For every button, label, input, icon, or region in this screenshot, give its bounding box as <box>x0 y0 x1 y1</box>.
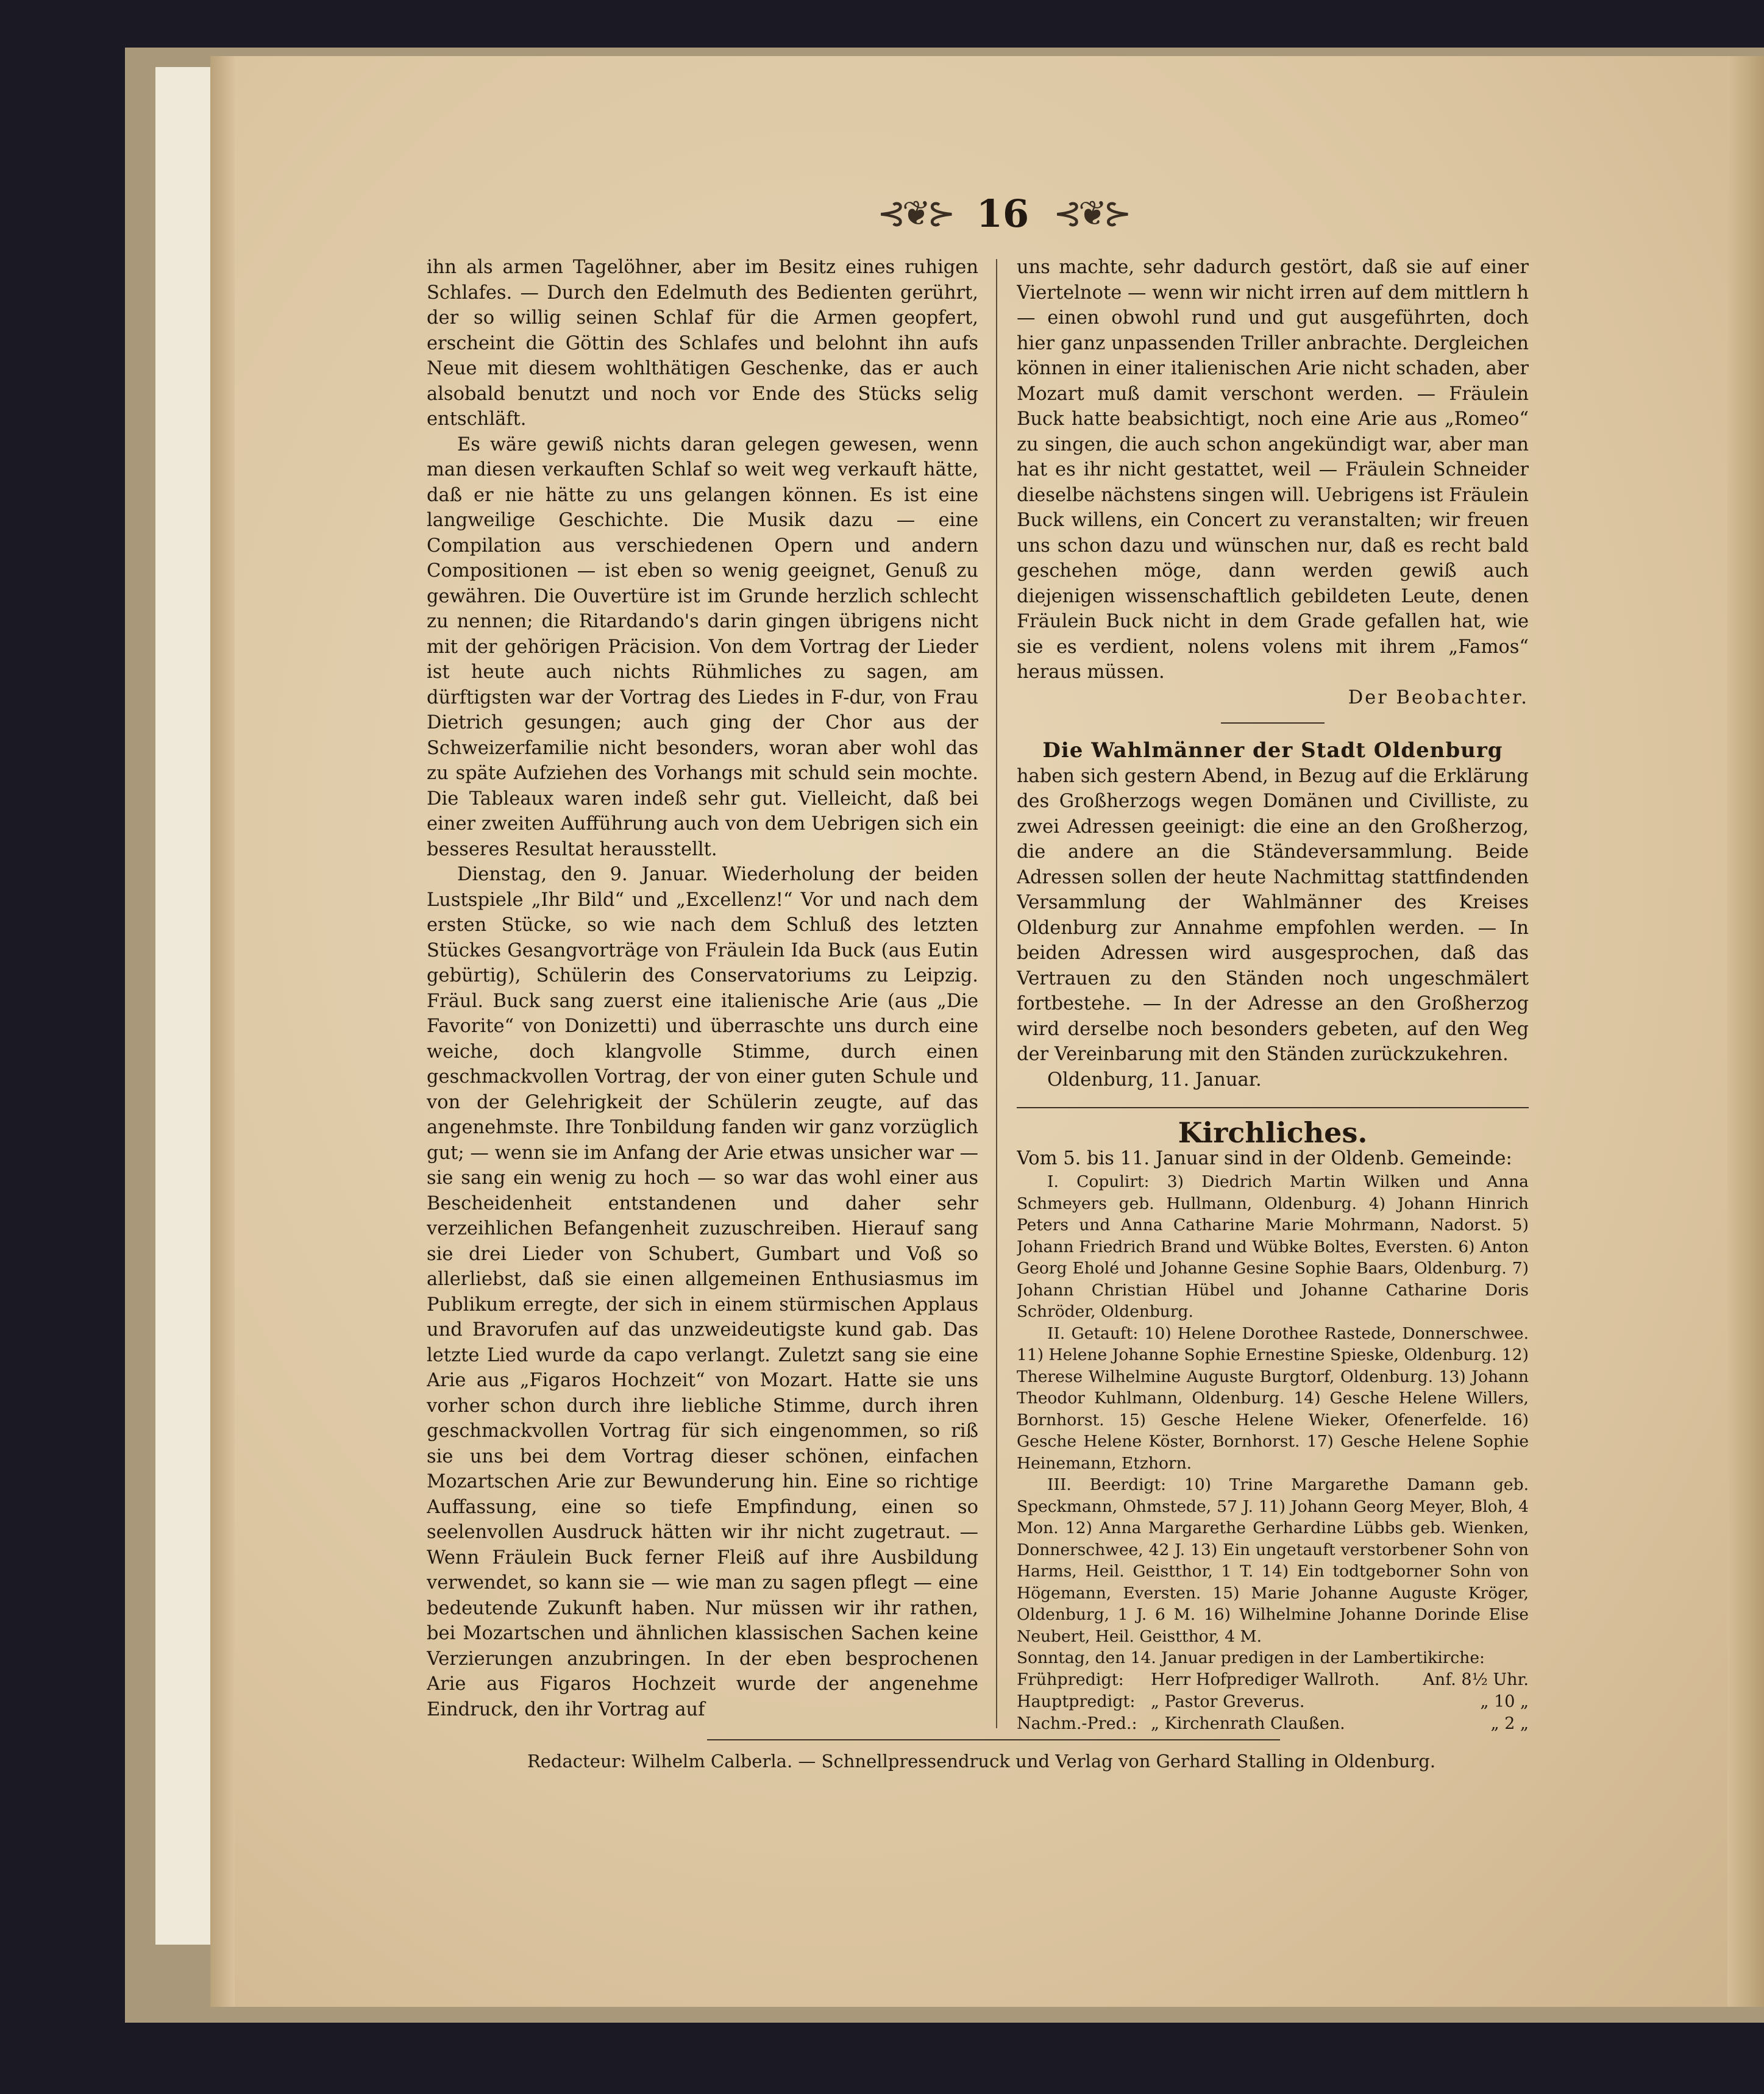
sermon-slot: Hauptpredigt: <box>1017 1692 1136 1711</box>
kirchliches-beerdigt: III. Beerdigt: 10) Trine Margarethe Damann geb. Speckmann, Ohmstede, 57 J. 11) Johann Georg Meyer, Bloh, 4 Mon. 12) Anna Margarethe Gerhardine Lübbs geb. Wienken, Donnerschwee, 42 J. 13) Ein ungetauft verstorbener Sohn von Harms, Heil. Geistthor, 1 T. 14) Ein todtgeborner Sohn von Högemann, Eversten. 15) Marie Johanne Auguste Kröger, Oldenburg, 1 J. 6 M. 16) Wilhelmine Johanne Dorinde Elise Neubert, Heil. Geistthor, 4 M. <box>1017 1475 1529 1646</box>
sermon-row <box>1017 1691 1529 1713</box>
ornament-left-icon: ⊰❦⊱ <box>877 193 952 233</box>
short-divider <box>1221 722 1325 724</box>
left-paragraph-3: Dienstag, den 9. Januar. Wiederholung der beiden Lustspiele „Ihr Bild“ und „Excellenz!“ Vor und nach dem ersten Stücke, so wie nach dem Schluß des letzten Stückes Gesangvorträge von Fräulein Ida Buck (aus Eutin gebürtig), Schülerin des Conservatoriums zu Leipzig. Fräul. Buck sang zuerst eine italienische Arie (aus „Die Favorite“ von Donizetti) und überraschte uns durch eine weiche, doch klangvolle Stimme, durch einen geschmackvollen Vortrag, der von einer guten Schule und von der Gelehrigkeit der Schülerin zeugte, auf das angenehmste. Ihre Tonbildung fanden wir ganz vorzüglich gut; — wenn sie im Anfang der Arie etwas unsicher war — sie sang ein wenig zu hoch — so war das wohl einer aus Bescheidenheit entstandenen und daher sehr verzeihlichen Befangenheit zuzuschreiben. Hierauf sang sie drei Lieder von Schubert, Gumbart und Voß so allerliebst, daß sie einen allgemeinen Enthusiasmus im Publikum erregte, der sich in einem stürmischen Applaus und Bravorufen auf das unzweideutigste kund gab. Das letzte Lied wurde da capo verlangt. Zuletzt sang sie eine Arie aus „Figaros Hochzeit“ von Mozart. Hatte sie uns vorher schon durch ihre liebliche Stimme, durch ihren geschmackvollen Vortrag für sich eingenommen, so riß sie uns bei dem Vortrag dieser schönen, einfachen Mozartschen Arie zur Bewunderung hin. Eine so richtige Auffassung, eine so tiefe Empfindung, einen so seelenvollen Ausdruck hätten wir ihr nicht zugetraut. — Wenn Fräulein Buck ferner Fleiß auf ihre Ausbildung verwendet, so kann sie — wie man zu sagen pflegt — eine bedeutende Zukunft haben. Nur müssen wir ihr rathen, bei Mozartschen und ähnlichen klassischen Sachen keine Verzierungen anzubringen. In der eben besprochenen Arie aus Figaros Hochzeit wurde der angenehme Eindruck, den ihr Vortrag auf <box>427 864 978 1720</box>
review-signature: Der Beobachter. <box>1348 686 1529 708</box>
imprint-footer: Redacteur: Wilhelm Calberla. — Schnellpressendruck und Verlag von Gerhard Stalling in Oldenburg. <box>527 1751 1436 1772</box>
sermon-time: „ 2 „ <box>1490 1714 1529 1733</box>
column-divider <box>996 259 997 1728</box>
page-edge-left <box>210 56 235 2007</box>
kirchliches-getauft: II. Getauft: 10) Helene Dorothee Rastede, Donnerschwee. 11) Helene Johanne Sophie Ernestine Spieske, Oldenburg. 12) Therese Wilhelmine Auguste Burgtorf, Oldenburg. 13) Johann Theodor Kuhlmann, Oldenburg. 14) Gesche Helene Willers, Bornhorst. 15) Gesche Helene Wieker, Ofenerfelde. 16) Gesche Helene Köster, Bornhorst. 17) Gesche Helene Sophie Heinemann, Etzhorn. <box>1017 1323 1529 1473</box>
left-paragraph-2: Es wäre gewiß nichts daran gelegen gewesen, wenn man diesen verkauften Schlaf so weit weg verkauft hätte, daß er nie hätte zu uns gelangen können. Es ist eine langweilige Geschichte. Die Musik dazu — eine Compilation aus verschiedenen Opern und andern Compositionen — ist eben so wenig geeignet, Genuß zu gewähren. Die Ouvertüre ist im Grunde herzlich schlecht zu nennen; die Ritardando's darin gingen übrigens nicht mit der gehörigen Präcision. Von dem Vortrag der Lieder ist heute auch nichts Rühmliches zu sagen, am dürftigsten war der Vortrag des Liedes in F-dur, von Frau Dietrich gesungen; auch ging der Chor aus der Schweizerfamilie nicht besonders, woran aber wohl das zu späte Aufziehen des Vorhangs mit schuld sein mochte. Die Tableaux waren indeß sehr gut. Vielleicht, daß bei einer zweiten Aufführung auch von dem Uebrigen sich ein besseres Resultat herausstellt. <box>427 433 978 860</box>
long-divider <box>1017 1107 1529 1108</box>
page-number: 16 <box>976 191 1030 236</box>
sermon-preacher: „ Kirchenrath Claußen. <box>1151 1714 1345 1733</box>
sunday-line: Sonntag, den 14. Januar predigen in der Lambertikirche: <box>1017 1648 1485 1667</box>
sermon-row <box>1017 1713 1529 1735</box>
sermon-row <box>1017 1669 1529 1691</box>
kirchliches-copulirt: I. Copulirt: 3) Diedrich Martin Wilken und Anna Schmeyers geb. Hullmann, Oldenburg. 4) Johann Hinrich Peters und Anna Catharine Marie Mohrmann, Nadorst. 5) Johann Friedrich Brand und Wübke Boltes, Eversten. 6) Anton Georg Eholé und Johanne Gesine Sophie Baars, Oldenburg. 7) Johann Christian Hübel und Johanne Catharine Doris Schröder, Oldenburg. <box>1017 1172 1529 1321</box>
article-title-kirchliches: Kirchliches. <box>1178 1116 1368 1149</box>
article-text-wahlmaenner: haben sich gestern Abend, in Bezug auf die Erklärung des Großherzogs wegen Domänen und Civilliste, zu zwei Adressen geeinigt: die eine an den Großherzog, die andere an die Ständeversammlung. Beide Adressen sollen der heute Nachmittag stattfindenden Versammlung der Wahlmänner des Kreises Oldenburg zur Annahme empfohlen werden. — In beiden Adressen wird ausgesprochen, daß das Vertrauen zu den Ständen noch ungeschmälert fortbestehe. — In der Adresse an den Großherzog wird derselbe noch besonders gebeten, auf den Weg der Vereinbarung mit den Ständen zurückzukehren. <box>1017 765 1529 1065</box>
left-paragraph-1: ihn als armen Tagelöhner, aber im Besitz eines ruhigen Schlafes. — Durch den Edelmuth des Bedienten gerührt, der so willig seinen Schlaf für die Armen geopfert, erscheint die Göttin des Schlafes und belohnt ihn aufs Neue mit diesem wohlthätigen Geschenke, das er auch alsobald benutzt und noch vor Ende des Stücks selig entschläft. <box>427 257 978 430</box>
sermon-time: „ 10 „ <box>1480 1692 1529 1711</box>
footer-divider <box>707 1739 1280 1740</box>
left-column <box>427 255 978 1742</box>
sermon-preacher: „ Pastor Greverus. <box>1151 1692 1305 1711</box>
right-column <box>1017 255 1529 1742</box>
ornament-right-icon: ⊰❦⊱ <box>1053 193 1128 233</box>
review-continuation: uns machte, sehr dadurch gestört, daß sie auf einer Viertelnote — wenn wir nicht irren auf dem mittlern h — einen obwohl rund und gut ausgeführten, doch hier ganz unpassenden Triller anbrachte. Dergleichen können in einer italienischen Arie nicht schaden, aber Mozart muß damit verschont werden. — Fräulein Buck hatte beabsichtigt, noch eine Arie aus „Romeo“ zu singen, die auch schon angekündigt war, aber man hat es ihr nicht gestattet, weil — Fräulein Schneider dieselbe nächstens singen will. Uebrigens ist Fräulein Buck willens, ein Concert zu veranstalten; wir freuen uns schon dazu und wünschen nur, daß es recht bald geschehen möge, dann werden gewiß auch diejenigen wissenschaftlich gebildeten Leute, denen Fräulein Buck nicht in dem Grade gefallen hat, wie sie es verdient, nolens volens mit ihrem „Famos“ heraus müssen. <box>1017 257 1529 683</box>
article-dateline: Oldenburg, 11. Januar. <box>1047 1069 1262 1091</box>
sermon-slot: Nachm.-Pred.: <box>1017 1714 1137 1733</box>
article-title-wahlmaenner: Die Wahlmänner der Stadt Oldenburg <box>1042 738 1503 763</box>
kirchliches-intro: Vom 5. bis 11. Januar sind in der Oldenb. Gemeinde: <box>1017 1147 1512 1169</box>
page-edge-right <box>1727 56 1764 2007</box>
sermon-time: Anf. 8½ Uhr. <box>1423 1670 1529 1689</box>
page-header <box>847 183 1158 244</box>
sermon-preacher: Herr Hofprediger Wallroth. <box>1151 1670 1380 1689</box>
sermon-slot: Frühpredigt: <box>1017 1670 1124 1689</box>
